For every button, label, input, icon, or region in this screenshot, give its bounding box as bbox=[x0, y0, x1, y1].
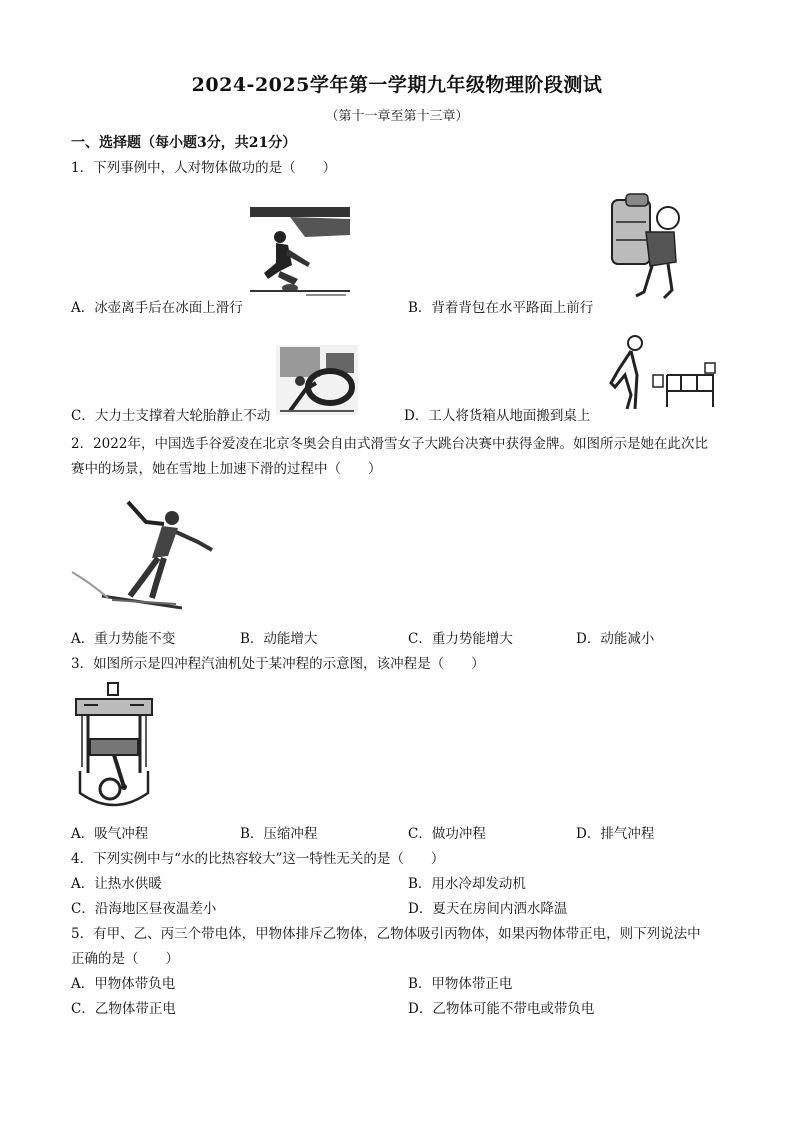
question-4-option-c[interactable]: C．沿海地区昼夜温差小 bbox=[71, 901, 217, 917]
question-3-option-c[interactable]: C．做功冲程 bbox=[408, 826, 486, 842]
gasoline-engine-figure bbox=[74, 683, 154, 811]
question-4-option-b[interactable]: B．用水冷却发动机 bbox=[408, 876, 526, 892]
backpack-figure bbox=[606, 192, 696, 302]
question-3-stem: 3．如图所示是四冲程汽油机处于某冲程的示意图，该冲程是（ ） bbox=[71, 656, 485, 672]
question-2-option-b[interactable]: B．动能增大 bbox=[240, 631, 318, 647]
section-heading: 一、选择题（每小题3分，共21分） bbox=[71, 135, 297, 151]
question-5-option-c[interactable]: C．乙物体带正电 bbox=[71, 1001, 176, 1017]
question-1-option-d[interactable]: D．工人将货箱从地面搬到桌上 bbox=[404, 408, 591, 424]
question-3-option-d[interactable]: D．排气冲程 bbox=[576, 826, 655, 842]
question-5-option-b[interactable]: B．甲物体带正电 bbox=[408, 976, 513, 992]
question-1-stem: 1．下列事例中，人对物体做功的是（ ） bbox=[71, 160, 337, 176]
question-2-option-d[interactable]: D．动能减小 bbox=[576, 631, 655, 647]
worker-box-figure bbox=[601, 335, 719, 413]
question-5-stem-line1: 5．有甲、乙、丙三个带电体，甲物体排斥乙物体，乙物体吸引丙物体，如果丙物体带正电，则下列说法中 bbox=[71, 926, 701, 942]
question-2-option-c[interactable]: C．重力势能增大 bbox=[408, 631, 513, 647]
skier-figure bbox=[72, 500, 217, 612]
question-3-option-b[interactable]: B．压缩冲程 bbox=[240, 826, 318, 842]
curling-figure bbox=[250, 205, 350, 298]
question-4-stem: 4．下列实例中与“水的比热容较大”这一特性无关的是（ ） bbox=[71, 851, 445, 867]
question-3-option-a[interactable]: A．吸气冲程 bbox=[71, 826, 149, 842]
question-5-option-d[interactable]: D．乙物体可能不带电或带负电 bbox=[408, 1001, 595, 1017]
page-title: 2024-2025学年第一学期九年级物理阶段测试 bbox=[191, 74, 603, 96]
question-4-option-d[interactable]: D．夏天在房间内洒水降温 bbox=[408, 901, 568, 917]
question-2-option-a[interactable]: A．重力势能不变 bbox=[71, 631, 176, 647]
question-2-stem-line2: 赛中的场景，她在雪地上加速下滑的过程中（ ） bbox=[71, 461, 382, 477]
question-1-option-b[interactable]: B．背着背包在水平路面上前行 bbox=[408, 300, 594, 316]
tire-strongman-figure bbox=[276, 345, 358, 415]
question-4-option-a[interactable]: A．让热水供暖 bbox=[71, 876, 162, 892]
question-1-option-c[interactable]: C．大力士支撑着大轮胎静止不动 bbox=[71, 408, 271, 424]
question-5-option-a[interactable]: A．甲物体带负电 bbox=[71, 976, 176, 992]
question-2-stem-line1: 2．2022年，中国选手谷爱凌在北京冬奥会自由式滑雪女子大跳台决赛中获得金牌。如图所示是她在此次比 bbox=[71, 436, 708, 452]
question-1-option-a[interactable]: A．冰壶离手后在冰面上滑行 bbox=[71, 300, 243, 316]
page-subtitle: （第十一章至第十三章） bbox=[325, 109, 469, 124]
question-5-stem-line2: 正确的是（ ） bbox=[71, 951, 179, 967]
